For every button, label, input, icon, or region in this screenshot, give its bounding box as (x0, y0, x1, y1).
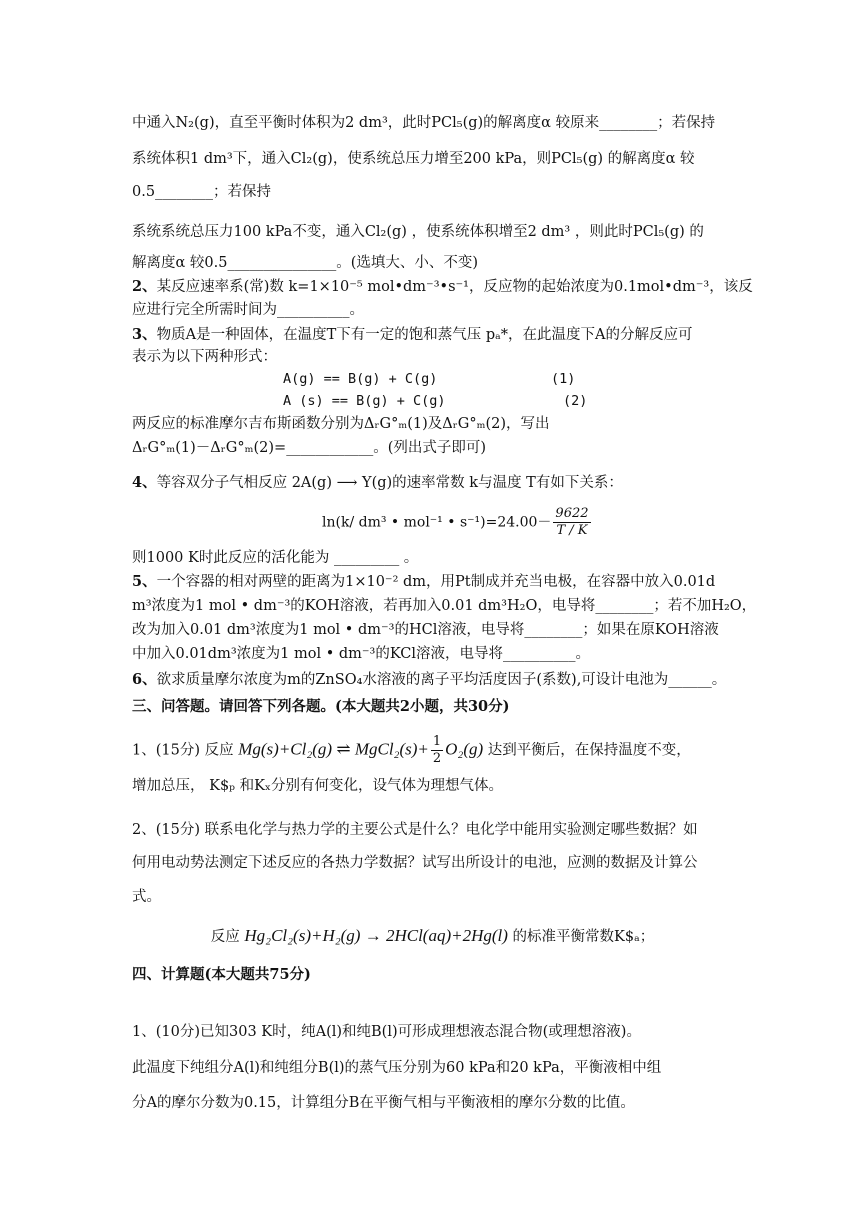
question-4 (132, 473, 623, 493)
section-4-question-1-line-3: 分A的摩尔分数为0.15，计算组分B在平衡气相与平衡液相的摩尔分数的比值。 (132, 1095, 635, 1111)
half-fraction (431, 734, 443, 767)
question-2 (132, 277, 753, 297)
question-suffix: 达到平衡后，在保持温度不变， (487, 742, 691, 759)
fraction-numerator: 1 (432, 734, 442, 749)
fraction-denominator: 2 (432, 751, 442, 766)
section-4-question-1-line-1: 1、(10分)已知303 K时，纯A(l)和纯B(l)可形成理想液态混合物(或理想溶液)。 (132, 1024, 641, 1040)
question-number: 4、 (132, 474, 157, 491)
question-number: 2、 (132, 278, 157, 295)
reaction-equation: Mg(s)+Cl₂(g) ⇌ MgCl₂(s)+ (238, 739, 429, 759)
reaction-suffix: 的标准平衡常数K$ₐ； (512, 929, 655, 945)
question-5-line-4: 中加入0.01dm³浓度为1 mol • dm⁻³的KCl溶液，电导将__________。 (132, 646, 591, 662)
question-4-line-2: 则1000 K时此反应的活化能为 _________ 。 (132, 550, 419, 566)
section-3-question-1-line-2: 增加总压， K$ₚ 和Kₓ分别有何变化，设气体为理想气体。 (132, 778, 504, 794)
question-number: 5、 (132, 573, 157, 590)
question-6 (132, 670, 726, 690)
section-4-question-1-line-2: 此温度下纯组分A(l)和纯组分B(l)的蒸气压分别为60 kPa和20 kPa，平衡液相中组 (132, 1060, 662, 1076)
question-prefix: 1、(15分) 反应 (132, 742, 234, 759)
equation-tag-2: (2) (563, 393, 588, 409)
question-number: 6、 (132, 671, 157, 688)
question-3-line-3: 两反应的标准摩尔吉布斯函数分别为ΔᵣG°ₘ(1)及ΔᵣG°ₘ(2)，写出 (132, 416, 550, 432)
question-3-line-2: 表示为以下两种形式： (132, 349, 277, 365)
question-3 (132, 325, 692, 345)
formula-numerator: 9622 (555, 506, 589, 521)
question-text: 等容双分子气相反应 2A(g) ⟶ Y(g)的速率常数 k与温度 T有如下关系： (156, 475, 623, 491)
section-3-question-1 (132, 734, 691, 767)
question-text: 一个容器的相对两壁的距离为1×10⁻² dm，用Pt制成并充当电极，在容器中放入0.01d (156, 574, 716, 590)
question-5-line-2: m³浓度为1 mol • dm⁻³的KOH溶液，若再加入0.01 dm³H₂O，电导将________；若不加H₂O， (132, 598, 757, 614)
q1-continuation-line-5: 解离度α 较0.5_______________。(选填大、小、不变) (132, 255, 479, 271)
section-3-question-2-line-3: 式。 (132, 889, 161, 905)
section-3-question-2-line-2: 何用电动势法测定下述反应的各热力学数据？试写出所设计的电池，应测的数据及计算公 (132, 855, 698, 871)
question-text: 物质A是一种固体，在温度T下有一定的饱和蒸气压 pₐ*，在此温度下A的分解反应可 (156, 327, 693, 343)
question-2-line-2: 应进行完全所需时间为__________。 (132, 302, 364, 318)
reaction-equation-2: A (s) == B(g) + C(g) (283, 393, 446, 409)
question-text: 某反应速率系(常)数 k=1×10⁻⁵ mol•dm⁻³•s⁻¹，反应物的起始浓度为0.1mol•dm⁻³，该反 (156, 279, 753, 295)
q1-continuation-line-2: 系统体积1 dm³下，通入Cl₂(g)，使系统总压力增至200 kPa，则PCl₅(g) 的解离度α 较 (132, 151, 695, 167)
section-3-question-2-line-1: 2、(15分) 联系电化学与热力学的主要公式是什么？电化学中能用实验测定哪些数据？如 (132, 822, 698, 838)
formula-denominator: T / K (556, 523, 588, 538)
equation-tag-1: (1) (551, 371, 576, 387)
reaction-equation-tail: O₂(g) (445, 739, 484, 759)
reaction-equation-1: A(g) == B(g) + C(g) (283, 371, 438, 387)
section-3-title: 三、问答题。请回答下列各题。(本大题共2小题，共30分) (132, 698, 510, 715)
q1-continuation-line-1: 中通入N₂(g)，直至平衡时体积为2 dm³，此时PCl₅(g)的解离度α 较原来________；若保持 (132, 115, 716, 131)
q1-continuation-line-4: 系统系统总压力100 kPa不变，通入Cl₂(g) ，使系统体积增至2 dm³ ，则此时PCl₅(g) 的 (132, 224, 704, 240)
reaction-prefix: 反应 (210, 929, 240, 945)
question-text: 欲求质量摩尔浓度为m的ZnSO₄水溶液的离子平均活度因子(系数),可设计电池为______。 (156, 672, 727, 688)
question-5-line-3: 改为加入0.01 dm³浓度为1 mol • dm⁻³的HCl溶液，电导将________；如果在原KOH溶液 (132, 622, 719, 638)
reaction-equation: Hg₂Cl₂(s)+H₂(g) → 2HCl(aq)+2Hg(l) (244, 926, 508, 945)
rate-constant-formula (322, 506, 593, 539)
question-number: 3、 (132, 326, 157, 343)
question-5 (132, 572, 715, 592)
q1-continuation-line-3: 0.5________；若保持 (132, 184, 272, 200)
section-3-reaction (0, 926, 865, 947)
formula-left-side: ln(k/ dm³ • mol⁻¹ • s⁻¹)=24.00－ (322, 514, 552, 531)
question-3-line-4: ΔᵣG°ₘ(1)－ΔᵣG°ₘ(2)=____________。(列出式子即可) (132, 440, 487, 456)
section-4-title: 四、计算题(本大题共75分) (132, 966, 311, 983)
formula-fraction (553, 506, 590, 539)
